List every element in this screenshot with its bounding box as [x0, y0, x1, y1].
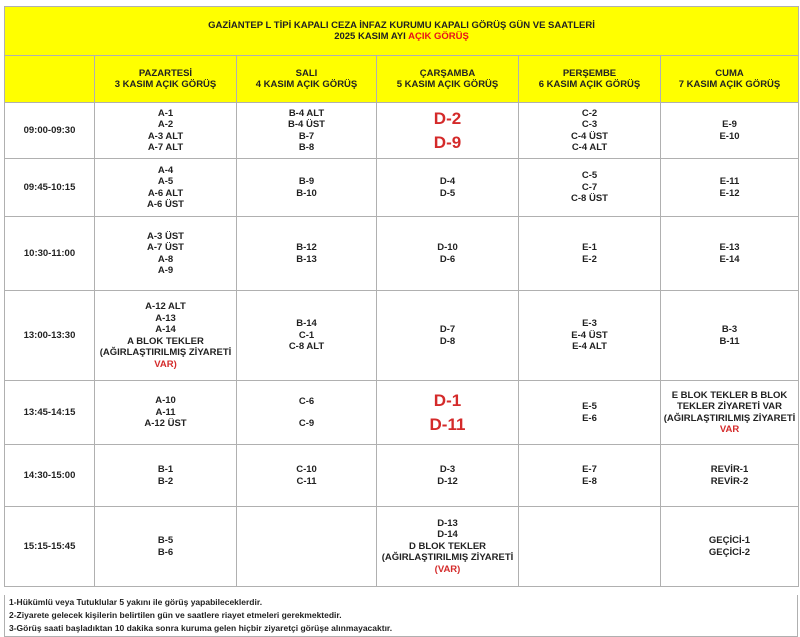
time-slot: 14:30-15:00	[5, 445, 95, 507]
ward-label: D-14	[437, 529, 458, 541]
ward-label-highlight: D-2	[433, 108, 462, 128]
ward-label: (AĞIRLAŞTIRILMIŞ ZİYARETİ	[663, 412, 796, 424]
table-row	[5, 445, 799, 507]
ward-label: D-3	[439, 464, 456, 475]
table-row	[5, 103, 799, 159]
ward-label: A-12 ÜST	[144, 418, 187, 430]
day-header-row	[5, 56, 799, 103]
ward-label-red: VAR)	[154, 358, 177, 370]
ward-label: C-8 ÜST	[571, 193, 608, 205]
notes-section	[4, 595, 798, 637]
ward-label: A-5	[157, 176, 174, 187]
ward-label: D BLOK TEKLER	[408, 540, 487, 552]
day-name: SALI	[295, 67, 318, 79]
tuesday-cell	[237, 291, 377, 381]
day-header-monday	[95, 56, 237, 103]
ward-label: E-2	[582, 253, 597, 265]
friday-cell	[661, 507, 799, 587]
ward-label: GEÇİCİ-1	[708, 535, 751, 546]
ward-label: E-13	[719, 242, 740, 253]
spacer	[239, 408, 374, 418]
ward-label: C-2	[581, 107, 598, 119]
ward-label-highlight: D-11	[429, 414, 466, 434]
note-line: 3-Görüş saati başladıktan 10 dakika sonra kuruma gelen hiçbir ziyaretçi görüşe alınmayacaktır.	[9, 623, 393, 633]
table-row	[5, 159, 799, 217]
ward-label: C-4 ALT	[571, 142, 608, 153]
thursday-cell	[519, 445, 661, 507]
ward-label: A-3 ALT	[147, 130, 184, 142]
ward-label: A-10	[155, 395, 176, 407]
friday-cell	[661, 381, 799, 445]
ward-label: E-1	[582, 242, 597, 253]
time-slot: 10:30-11:00	[5, 217, 95, 291]
ward-label: C-5	[581, 170, 598, 182]
table-row	[5, 507, 799, 587]
time-slot: 13:00-13:30	[5, 291, 95, 381]
ward-label: B-11	[719, 335, 740, 347]
day-name: PAZARTESİ	[138, 67, 193, 79]
ward-label: A-7 ALT	[147, 142, 184, 153]
day-header-wednesday	[377, 56, 519, 103]
ward-label: C-3	[581, 119, 598, 130]
ward-label-red: VAR	[719, 424, 740, 435]
day-name: CUMA	[715, 67, 744, 79]
ward-label: TEKLER ZİYARETİ VAR	[676, 401, 783, 412]
ward-label: REVİR-1	[710, 464, 749, 475]
ward-label: A-4	[157, 164, 174, 176]
note-line: 1-Hükümlü veya Tutuklular 5 yakını ile görüş yapabileceklerdir.	[9, 597, 263, 607]
ward-label: B-5	[157, 535, 174, 546]
monday-cell	[95, 217, 237, 291]
ward-label: A-6 ÜST	[147, 199, 184, 210]
time-slot: 09:45-10:15	[5, 159, 95, 217]
day-name: ÇARŞAMBA	[419, 67, 476, 79]
day-subtitle: 5 KASIM AÇIK GÖRÜŞ	[396, 79, 499, 90]
tuesday-cell	[237, 103, 377, 159]
friday-cell	[661, 291, 799, 381]
title-line-2-highlight: AÇIK GÖRÜŞ	[408, 31, 469, 42]
title-line-2-prefix: 2025 KASIM AYI	[334, 31, 409, 42]
friday-cell	[661, 159, 799, 217]
ward-label: A-12 ALT	[145, 301, 186, 312]
ward-label: C-10	[296, 464, 317, 475]
ward-label-highlight: D-1	[433, 390, 462, 410]
day-header-thursday	[519, 56, 661, 103]
ward-label: B-2	[157, 475, 174, 487]
ward-label: GEÇİCİ-2	[708, 546, 751, 558]
ward-label: B-1	[157, 464, 174, 475]
ward-label: A-3 ÜST	[147, 230, 184, 242]
wednesday-cell	[377, 217, 519, 291]
ward-label: B-6	[157, 546, 174, 558]
ward-label: D-6	[439, 253, 456, 265]
wednesday-cell	[377, 507, 519, 587]
ward-label: REVİR-2	[710, 475, 749, 487]
tuesday-cell	[237, 217, 377, 291]
monday-cell	[95, 103, 237, 159]
ward-label: A-1	[157, 107, 174, 119]
ward-label: E-6	[582, 412, 597, 424]
ward-label: C-9	[298, 417, 315, 429]
tuesday-cell	[237, 445, 377, 507]
ward-label: A-2	[157, 119, 174, 130]
friday-cell	[661, 445, 799, 507]
tuesday-cell	[237, 381, 377, 445]
ward-label: C-8 ALT	[288, 341, 325, 353]
wednesday-cell	[377, 103, 519, 159]
ward-label: B-8	[298, 142, 315, 153]
ward-label: A-14	[155, 324, 176, 335]
thursday-cell	[519, 159, 661, 217]
thursday-cell	[519, 217, 661, 291]
monday-cell	[95, 381, 237, 445]
ward-label: E-9	[722, 119, 737, 130]
wednesday-cell	[377, 159, 519, 217]
ward-label: A BLOK TEKLER	[127, 335, 204, 347]
ward-label: E-5	[582, 401, 597, 412]
table-row	[5, 217, 799, 291]
note-line: 2-Ziyarete gelecek kişilerin belirtilen gün ve saatlere riayet etmeleri gerekmektedir.	[9, 610, 342, 620]
day-name: PERŞEMBE	[562, 67, 617, 79]
thursday-cell	[519, 291, 661, 381]
ward-label: A-8	[157, 253, 174, 265]
ward-label: A-7 ÜST	[147, 242, 184, 253]
friday-cell	[661, 217, 799, 291]
wednesday-cell	[377, 381, 519, 445]
ward-label: B-14	[296, 318, 317, 330]
ward-label: D-5	[439, 187, 456, 199]
day-header-friday	[661, 56, 799, 103]
table-row	[5, 381, 799, 445]
ward-label: B-10	[296, 187, 317, 199]
time-slot: 09:00-09:30	[5, 103, 95, 159]
ward-label: E-4 ÜST	[571, 329, 608, 341]
ward-label: D-7	[439, 324, 456, 335]
ward-label: E-3	[582, 318, 597, 330]
wednesday-cell	[377, 291, 519, 381]
time-header-empty	[5, 56, 95, 103]
monday-cell	[95, 159, 237, 217]
ward-label: A-13	[155, 312, 176, 324]
schedule-table	[4, 6, 799, 587]
ward-label: E-10	[719, 130, 740, 142]
wednesday-cell	[377, 445, 519, 507]
ward-label: (AĞIRLAŞTIRILMIŞ ZİYARETİ	[381, 552, 514, 564]
day-subtitle: 6 KASIM AÇIK GÖRÜŞ	[538, 79, 641, 90]
ward-label: E-14	[719, 253, 740, 265]
thursday-cell	[519, 103, 661, 159]
ward-label: B-9	[298, 176, 315, 187]
ward-label: E-4 ALT	[572, 341, 607, 353]
day-subtitle: 4 KASIM AÇIK GÖRÜŞ	[255, 79, 358, 90]
tuesday-cell	[237, 507, 377, 587]
ward-label: D-13	[437, 517, 458, 529]
ward-label-red: (VAR)	[434, 563, 461, 575]
ward-label: D-10	[437, 242, 458, 253]
ward-label: E-8	[582, 475, 597, 487]
tuesday-cell	[237, 159, 377, 217]
ward-label: D-4	[439, 176, 456, 187]
ward-label: A-11	[155, 406, 176, 418]
time-slot: 15:15-15:45	[5, 507, 95, 587]
ward-label: E-11	[719, 176, 740, 187]
friday-cell	[661, 103, 799, 159]
ward-label: C-11	[296, 475, 317, 487]
ward-label: (AĞIRLAŞTIRILMIŞ ZİYARETİ	[99, 347, 232, 358]
title-line-1: GAZİANTEP L TİPİ KAPALI CEZA İNFAZ KURUMU KAPALI GÖRÜŞ GÜN VE SAATLERİ	[208, 19, 595, 31]
ward-label: C-4 ÜST	[571, 130, 608, 142]
ward-label: D-8	[439, 335, 456, 347]
ward-label: B-3	[721, 324, 738, 335]
time-slot: 13:45-14:15	[5, 381, 95, 445]
ward-label: B-13	[296, 253, 317, 265]
ward-label-highlight: D-9	[433, 132, 462, 152]
monday-cell	[95, 445, 237, 507]
table-row	[5, 291, 799, 381]
ward-label: B-7	[298, 130, 315, 142]
ward-label: C-7	[581, 181, 598, 193]
ward-label: B-12	[296, 242, 317, 253]
page-title	[5, 7, 799, 56]
day-subtitle: 3 KASIM AÇIK GÖRÜŞ	[114, 79, 217, 90]
ward-label: E-7	[582, 464, 597, 475]
ward-label: E BLOK TEKLER B BLOK	[671, 389, 788, 401]
ward-label: B-4 ÜST	[288, 119, 325, 130]
thursday-cell	[519, 507, 661, 587]
ward-label: A-9	[157, 265, 174, 276]
title-line-2	[7, 31, 796, 43]
ward-label: D-12	[437, 475, 458, 487]
thursday-cell	[519, 381, 661, 445]
ward-label: A-6 ALT	[147, 187, 184, 199]
monday-cell	[95, 507, 237, 587]
ward-label: E-12	[719, 187, 740, 199]
ward-label: C-1	[298, 329, 315, 341]
day-header-tuesday	[237, 56, 377, 103]
ward-label: B-4 ALT	[288, 107, 325, 119]
day-subtitle: 7 KASIM AÇIK GÖRÜŞ	[678, 79, 781, 90]
ward-label: C-6	[298, 396, 315, 407]
monday-cell	[95, 291, 237, 381]
